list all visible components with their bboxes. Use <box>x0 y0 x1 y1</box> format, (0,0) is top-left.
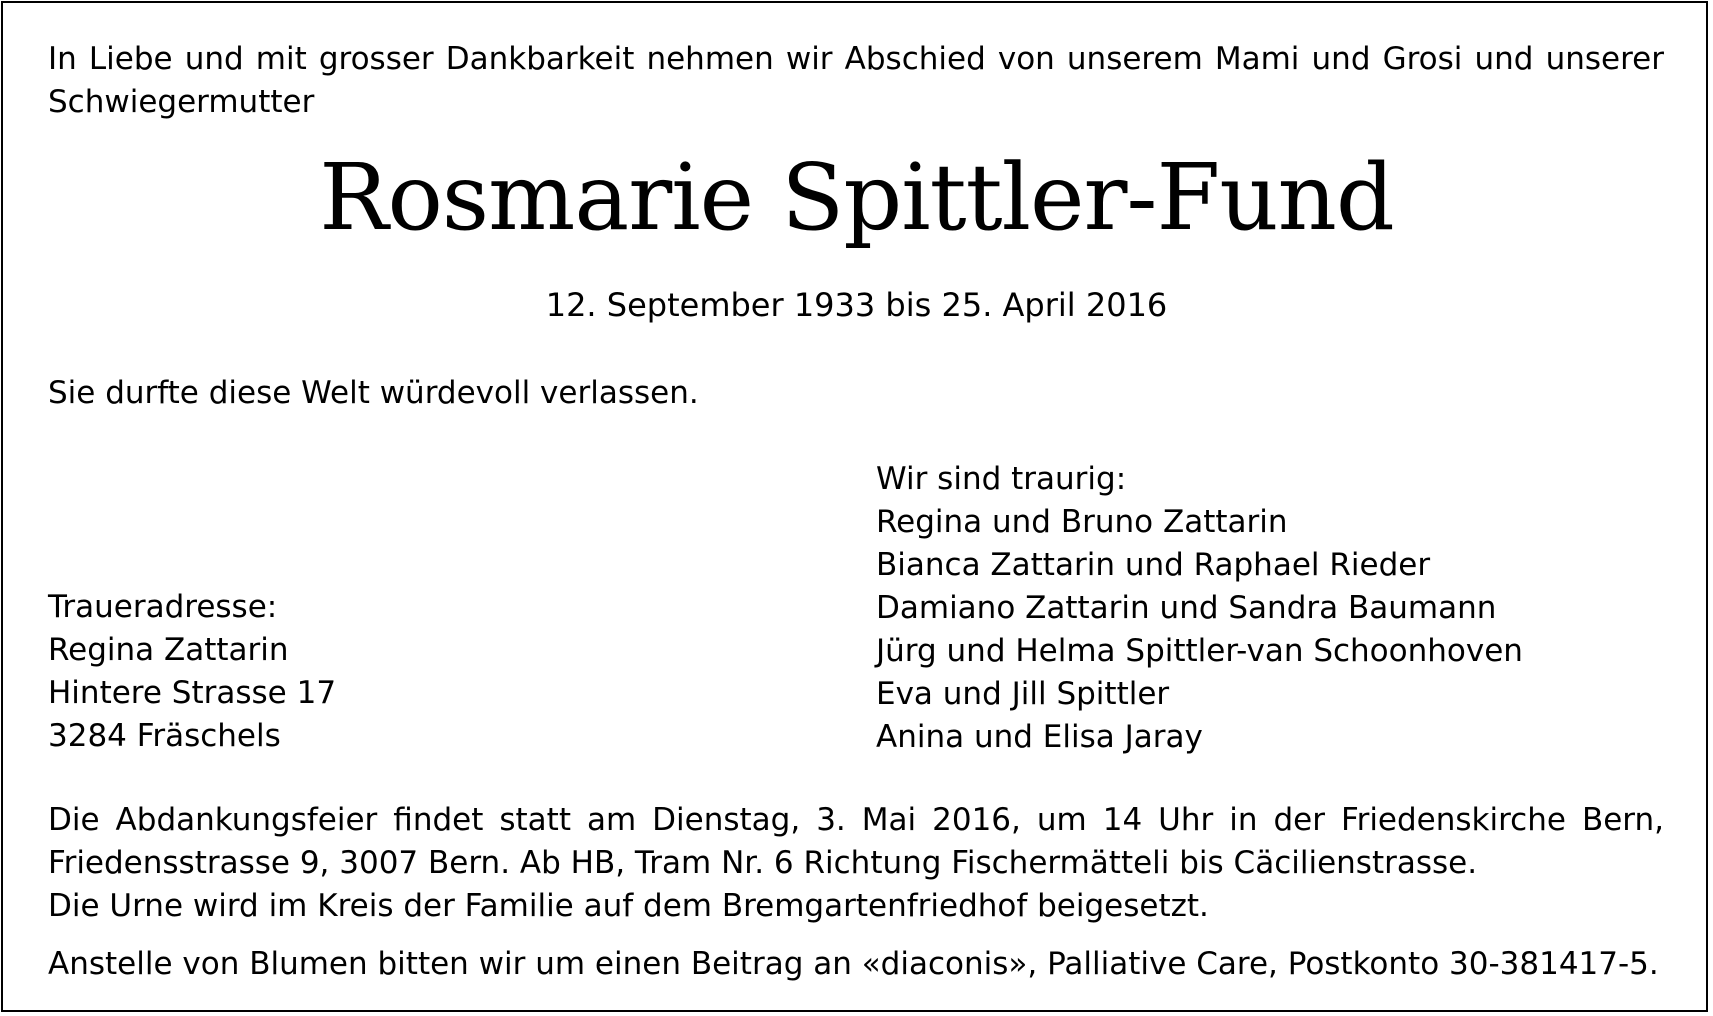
mourners-heading: Wir sind traurig: <box>876 461 1127 497</box>
urn-text: Die Urne wird im Kreis der Familie auf dem Bremgartenfriedhof beigesetzt. <box>48 888 1209 924</box>
mourner-name: Damiano Zattarin und Sandra Baumann <box>876 590 1497 626</box>
address-line: Hintere Strasse 17 <box>48 675 337 711</box>
farewell-sentence: Sie durfte diese Welt würdevoll verlassen. <box>48 375 699 411</box>
mourner-name: Eva und Jill Spittler <box>876 676 1170 712</box>
address-heading: Traueradresse: <box>48 589 278 625</box>
ceremony-text: Die Abdankungsfeier findet statt am Dienstag, 3. Mai 2016, um 14 Uhr in der Friedenskirche Bern, Friedensstrasse 9, 3007 Bern. Ab HB, Tram Nr. 6 Richtung Fischermätteli bis Cäcilienstrasse. <box>48 802 1664 881</box>
mourner-name: Regina und Bruno Zattarin <box>876 504 1288 540</box>
deceased-name: Rosmarie Spittler-Fund <box>319 144 1394 251</box>
address-line: Regina Zattarin <box>48 632 289 668</box>
life-dates: 12. September 1933 bis 25. April 2016 <box>545 286 1168 324</box>
intro-text: In Liebe und mit grosser Dankbarkeit nehmen wir Abschied von unserem Mami und Grosi und unserer Schwiegermutter <box>48 41 1664 120</box>
mourning-address <box>48 586 336 758</box>
mourner-name: Bianca Zattarin und Raphael Rieder <box>876 547 1431 583</box>
address-line: 3284 Fräschels <box>48 718 281 754</box>
mourners-list <box>876 458 1523 759</box>
donation-request: Anstelle von Blumen bitten wir um einen Beitrag an «diaconis», Palliative Care, Postkonto 30-381417-5. <box>48 946 1659 982</box>
mourner-name: Jürg und Helma Spittler-van Schoonhoven <box>876 633 1523 669</box>
mourner-name: Anina und Elisa Jaray <box>876 719 1203 755</box>
service-info <box>48 799 1664 928</box>
